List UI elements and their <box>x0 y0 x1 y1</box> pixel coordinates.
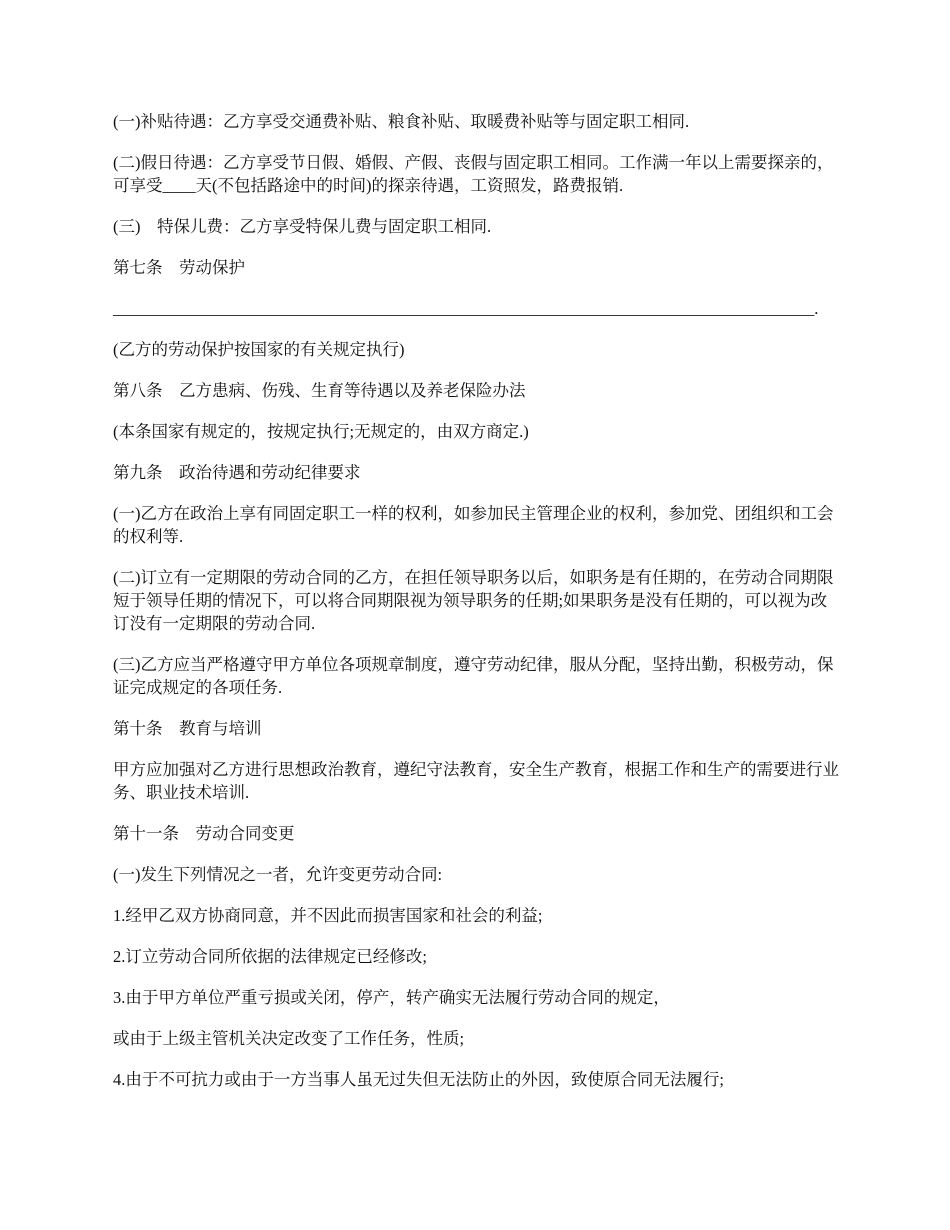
paragraph-leadership-term: (二)订立有一定期限的劳动合同的乙方，在担任领导职务以后，如职务是有任期的，在劳动合同期限短于领导任期的情况下，可以将合同期限视为领导职务的任期;如果职务是没有任期的，可以视为改订没有一定期限的劳动合同. <box>113 568 834 633</box>
paragraph-subsidy-benefits: (一)补贴待遇：乙方享受交通费补贴、粮食补贴、取暖费补贴等与固定职工相同. <box>113 112 690 131</box>
fill-in-blank-line: _____________________________________________________________________________________. <box>113 299 819 318</box>
list-item-2: 2.订立劳动合同所依据的法律规定已经修改; <box>113 947 427 966</box>
article-10-heading: 第十条 教育与培训 <box>113 719 262 738</box>
list-item-3: 3.由于甲方单位严重亏损或关闭，停产，转产确实无法履行劳动合同的规定， <box>113 988 670 1007</box>
list-item-1: 1.经甲乙双方协商同意，并不因此而损害国家和社会的利益; <box>113 906 543 925</box>
document-body <box>113 110 841 1109</box>
list-item-3-continued: 或由于上级主管机关决定改变了工作任务，性质; <box>113 1029 465 1048</box>
paragraph-labor-protection-note: (乙方的劳动保护按国家的有关规定执行) <box>113 340 405 359</box>
paragraph-article-8-note: (本条国家有规定的，按规定执行;无规定的，由双方商定.) <box>113 422 529 441</box>
list-item-4: 4.由于不可抗力或由于一方当事人虽无过失但无法防止的外因，致使原合同无法履行; <box>113 1070 724 1089</box>
paragraph-change-conditions: (一)发生下列情况之一者，允许变更劳动合同: <box>113 865 443 884</box>
paragraph-childcare-fee: (三) 特保儿费：乙方享受特保儿费与固定职工相同. <box>113 217 492 236</box>
paragraph-holiday-benefits: (二)假日待遇：乙方享受节日假、婚假、产假、丧假与固定职工相同。工作满一年以上需要探亲的，可享受____天(不包括路途中的时间)的探亲待遇，工资照发，路费报销. <box>113 153 834 195</box>
article-7-heading: 第七条 劳动保护 <box>113 258 245 277</box>
article-9-heading: 第九条 政治待遇和劳动纪律要求 <box>113 463 361 482</box>
paragraph-labor-discipline: (三)乙方应当严格遵守甲方单位各项规章制度，遵守劳动纪律，服从分配，坚持出勤，积极劳动，保证完成规定的各项任务. <box>113 655 834 697</box>
article-8-heading: 第八条 乙方患病、伤残、生育等待遇以及养老保险办法 <box>113 381 526 400</box>
article-11-heading: 第十一条 劳动合同变更 <box>113 824 295 843</box>
paragraph-education-training: 甲方应加强对乙方进行思想政治教育，遵纪守法教育，安全生产教育，根据工作和生产的需要进行业务、职业技术培训. <box>113 760 839 802</box>
paragraph-political-rights: (一)乙方在政治上享有同固定职工一样的权利，如参加民主管理企业的权利，参加党、团组织和工会的权利等. <box>113 504 834 546</box>
